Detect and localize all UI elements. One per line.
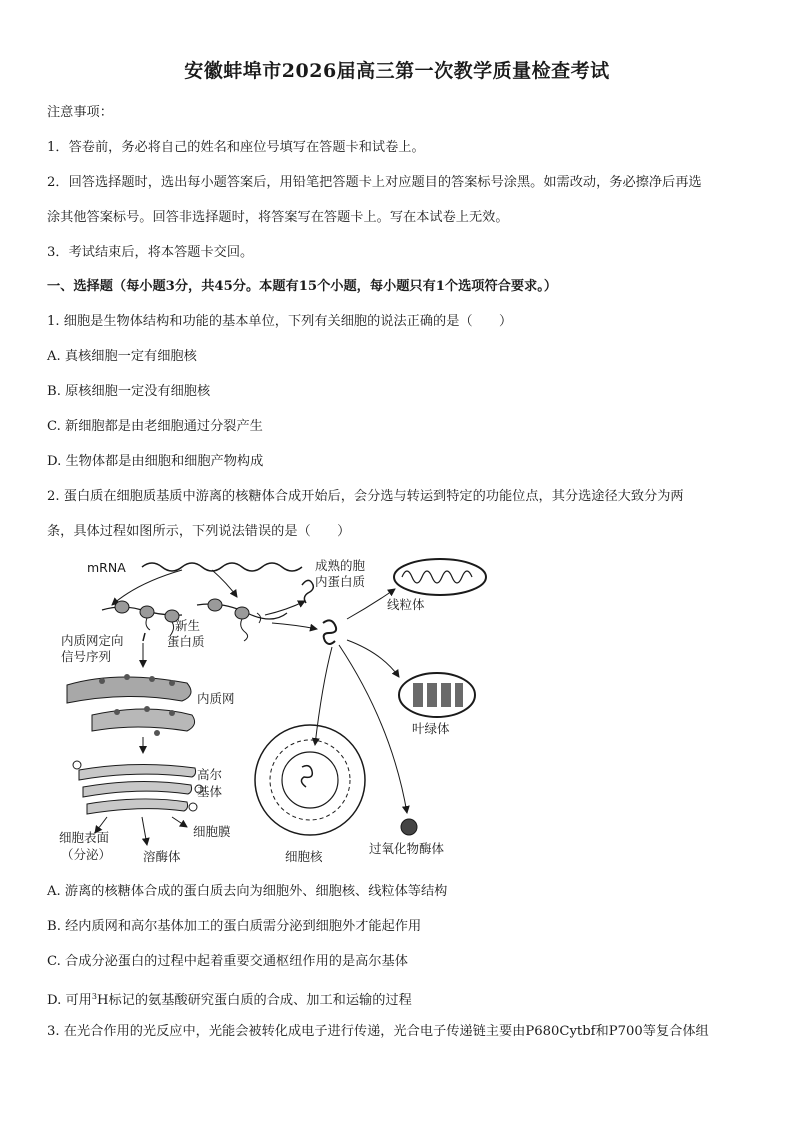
label-new-protein: 蛋白质 (167, 634, 205, 649)
label-cell-membrane: 细胞膜 (193, 824, 231, 839)
label-mitochondrion: 线粒体 (387, 597, 425, 612)
peroxisome-icon (401, 819, 417, 835)
q2-stem-line1: 2. 蛋白质在细胞质基质中游离的核糖体合成开始后，会分选与转运到特定的功能位点，其分选途径大致分为两 (47, 489, 684, 504)
q2-option-d-post: H标记的氨基酸研究蛋白质的合成、加工和运输的过程 (96, 993, 412, 1008)
q2-option-d (47, 988, 747, 1010)
protein-sorting-figure (47, 555, 487, 875)
notice-item: 2．回答选择题时，选出每小题答案后，用铅笔把答题卡上对应题目的答案标号涂黑。如需改动，务必擦净后再选 (47, 175, 702, 190)
q1-option-c: C. 新细胞都是由老细胞通过分裂产生 (47, 419, 263, 434)
label-er: 内质网 (197, 691, 235, 706)
ribosome-icon (208, 599, 222, 611)
q1-stem: 1. 细胞是生物体结构和功能的基本单位，下列有关细胞的说法正确的是（ ） (47, 314, 513, 329)
label-cell-surface: 细胞表面 (59, 830, 110, 845)
ribosome-icon (235, 607, 249, 619)
notice-heading: 注意事项： (47, 105, 113, 120)
q1-option-a: A. 真核细胞一定有细胞核 (47, 349, 197, 364)
notice-item: 涂其他答案标号。回答非选择题时，将答案写在答题卡上。写在本试卷上无效。 (47, 210, 509, 225)
mrna-strand (142, 563, 302, 571)
label-mature-protein: 内蛋白质 (315, 574, 366, 589)
q2-stem-line2: 条，具体过程如图所示，下列说法错误的是（ ） (47, 524, 351, 539)
q3-stem: 3. 在光合作用的光反应中，光能会被转化成电子进行传递，光合电子传递链主要由P680Cytbf和P700等复合体组 (47, 1024, 709, 1039)
notice-item: 1．答卷前，务必将自己的姓名和座位号填写在答题卡和试卷上。 (47, 140, 425, 155)
q2-option-c: C. 合成分泌蛋白的过程中起着重要交通枢纽作用的是高尔基体 (47, 954, 408, 969)
label-lysosome: 溶酶体 (143, 849, 181, 864)
label-new-protein: 新生 (175, 618, 201, 633)
q2-option-b: B. 经内质网和高尔基体加工的蛋白质需分泌到细胞外才能起作用 (47, 919, 422, 934)
label-chloroplast: 叶绿体 (412, 721, 450, 736)
mitochondrion-icon (394, 559, 486, 595)
exam-title: 安徽蚌埠市2026届高三第一次教学质量检查考试 (184, 60, 610, 82)
folded-protein-icon (323, 620, 336, 644)
mature-protein-icon (302, 580, 313, 603)
label-er-signal: 信号序列 (61, 649, 112, 664)
q1-option-d: D. 生物体都是由细胞和细胞产物构成 (47, 454, 264, 469)
label-mature-protein: 成熟的胞 (315, 558, 366, 573)
ribosome-icon (115, 601, 129, 613)
ribosome-icon (140, 606, 154, 618)
q2-option-d-superscript: 3 (91, 992, 97, 1001)
q2-option-a: A. 游离的核糖体合成的蛋白质去向为细胞外、细胞核、线粒体等结构 (47, 884, 448, 899)
q2-option-d-pre: D. 可用 (47, 993, 92, 1008)
notice-item: 3．考试结束后，将本答题卡交回。 (47, 245, 254, 260)
label-er-signal: 内质网定向 (61, 633, 124, 648)
section-heading: 一、选择题（每小题3分，共45分。本题有15个小题，每小题只有1个选项符合要求。） (47, 279, 558, 294)
q1-option-b: B. 原核细胞一定没有细胞核 (47, 384, 211, 399)
golgi-icon (79, 764, 196, 780)
label-cell-surface: （分泌） (61, 847, 112, 862)
label-nucleus: 细胞核 (285, 849, 323, 864)
label-golgi: 高尔 (197, 767, 223, 782)
label-mrna: mRNA (87, 560, 126, 575)
label-peroxisome: 过氧化物酶体 (369, 841, 445, 856)
label-golgi: 基体 (197, 784, 223, 799)
